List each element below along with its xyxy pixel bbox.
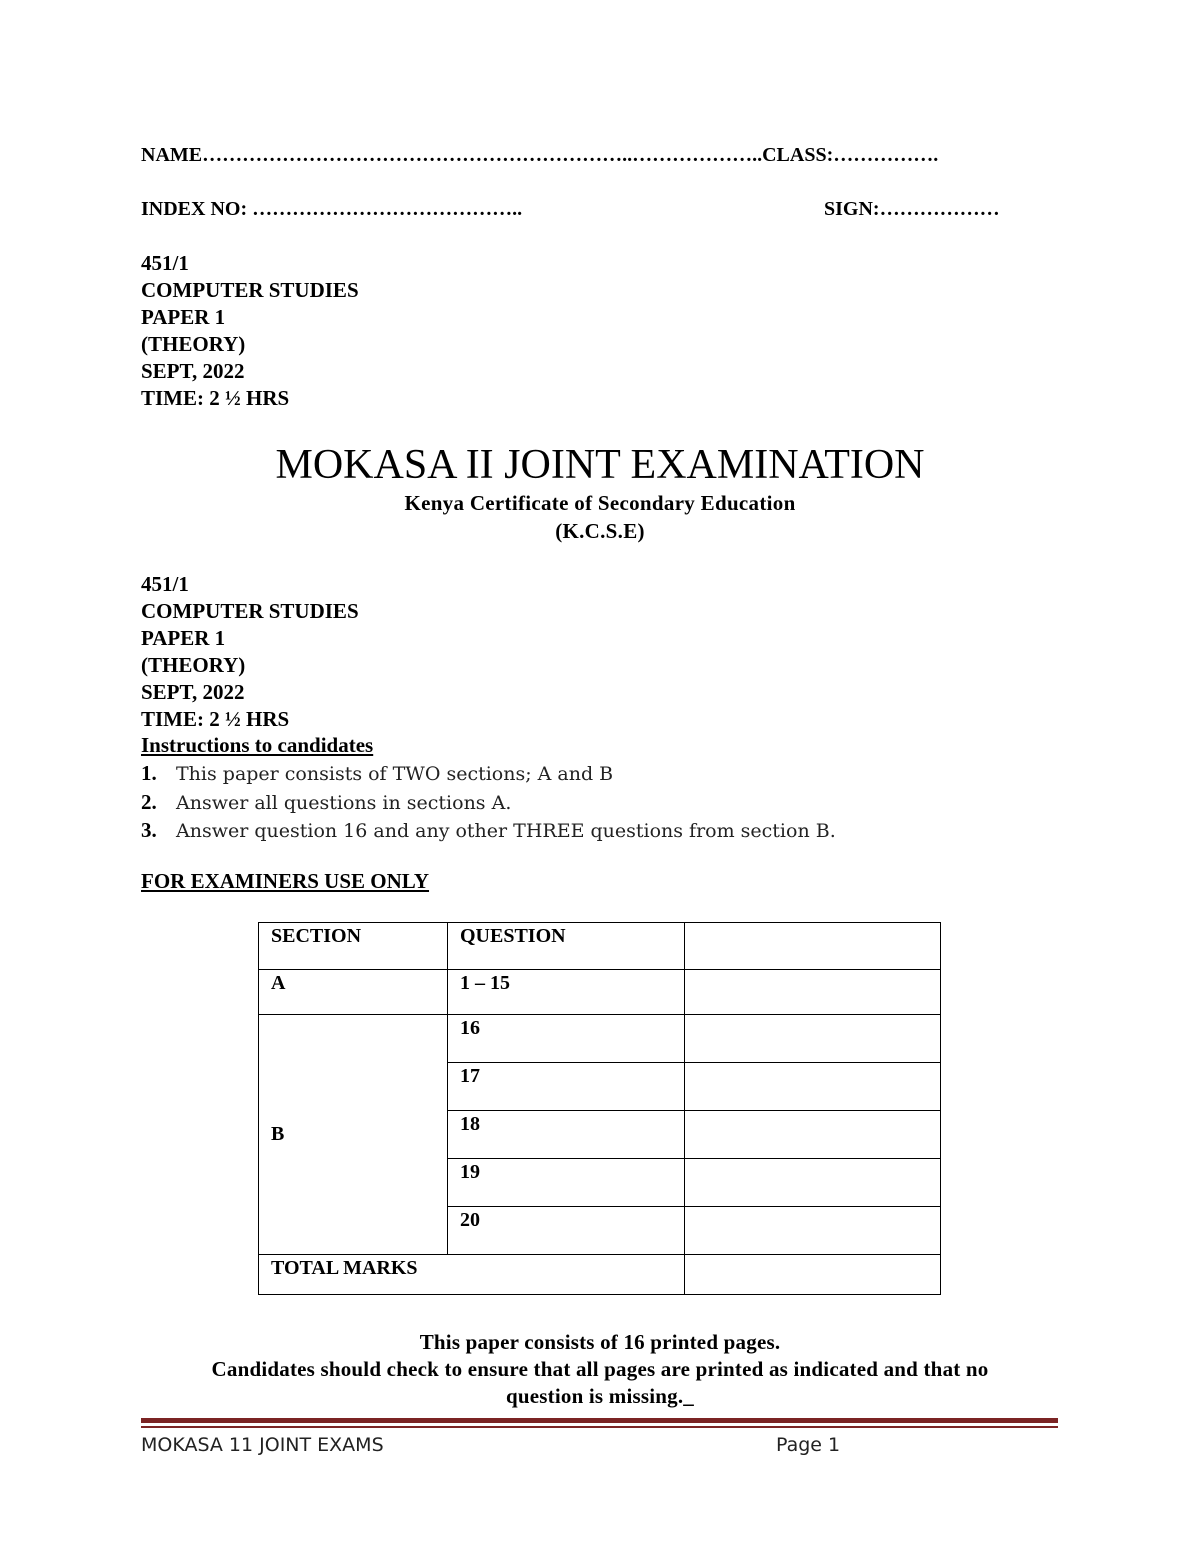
marks-cell[interactable] xyxy=(685,1063,941,1111)
paper-type: (THEORY) xyxy=(141,653,246,677)
question-cell: 18 xyxy=(448,1111,685,1159)
check-note-line1: Candidates should check to ensure that all pages are printed as indicated and that no xyxy=(211,1357,989,1381)
footer-page-number: Page 1 xyxy=(776,1434,841,1456)
paper-number: PAPER 1 xyxy=(141,626,226,650)
paper-code: 451/1 xyxy=(141,572,189,596)
table-row xyxy=(259,1255,941,1295)
list-item xyxy=(141,760,836,789)
examiners-heading: FOR EXAMINERS USE ONLY xyxy=(141,869,430,893)
question-cell: 17 xyxy=(448,1063,685,1111)
instruction-number: 1. xyxy=(141,761,157,785)
instructions-heading: Instructions to candidates xyxy=(141,733,374,757)
marks-table xyxy=(258,922,941,1295)
header-question: QUESTION xyxy=(448,923,685,970)
section-a-range-cell: 1 – 15 xyxy=(448,970,685,1015)
question-cell: 20 xyxy=(448,1207,685,1255)
total-marks-cell[interactable] xyxy=(685,1255,941,1295)
instruction-number: 2. xyxy=(141,789,157,814)
header-section: SECTION xyxy=(259,923,448,970)
question-cell: 16 xyxy=(448,1015,685,1063)
table-row xyxy=(259,1015,941,1063)
index-no-field[interactable]: INDEX NO: ………………………………….. xyxy=(141,198,523,220)
section-a-marks-cell[interactable] xyxy=(685,970,941,1015)
exam-subtitle-abbr: (K.C.S.E) xyxy=(555,519,645,543)
list-item xyxy=(141,817,836,846)
footer-exam-name: MOKASA 11 JOINT EXAMS xyxy=(141,1434,384,1456)
exam-title: MOKASA II JOINT EXAMINATION xyxy=(275,442,925,488)
paper-type: (THEORY) xyxy=(141,332,246,356)
subject-name: COMPUTER STUDIES xyxy=(141,278,359,302)
question-cell: 19 xyxy=(448,1159,685,1207)
exam-time: TIME: 2 ½ HRS xyxy=(141,707,290,731)
instruction-text: Answer question 16 and any other THREE questions from section B. xyxy=(176,820,836,842)
instruction-text: Answer all questions in sections A. xyxy=(176,791,512,814)
marks-cell[interactable] xyxy=(685,1015,941,1063)
name-class-field[interactable]: NAME………………………………………………………..………………..CLASS:……………. xyxy=(141,144,939,166)
paper-number: PAPER 1 xyxy=(141,305,226,329)
footer-rule-thin xyxy=(141,1426,1058,1428)
instruction-text: This paper consists of TWO sections; A and B xyxy=(176,763,614,785)
header-marks-cell xyxy=(685,923,941,970)
marks-cell[interactable] xyxy=(685,1111,941,1159)
marks-cell[interactable] xyxy=(685,1207,941,1255)
pages-note: This paper consists of 16 printed pages. xyxy=(419,1330,781,1354)
exam-date: SEPT, 2022 xyxy=(141,680,245,704)
total-marks-label: TOTAL MARKS xyxy=(259,1255,685,1295)
check-note-line2: question is missing._ xyxy=(505,1384,694,1408)
table-row xyxy=(259,923,941,970)
paper-info-bottom xyxy=(141,571,359,733)
paper-info-top xyxy=(141,250,359,412)
subject-name: COMPUTER STUDIES xyxy=(141,599,359,623)
marks-cell[interactable] xyxy=(685,1159,941,1207)
paper-code: 451/1 xyxy=(141,251,189,275)
name-class-line xyxy=(141,144,1051,167)
index-sign-line xyxy=(141,198,1051,221)
table-row xyxy=(259,970,941,1015)
instruction-number: 3. xyxy=(141,818,157,842)
footer-rule-thick xyxy=(141,1418,1058,1423)
list-item xyxy=(141,789,836,818)
section-b-cell: B xyxy=(259,1015,448,1255)
sign-field[interactable]: SIGN:……………… xyxy=(824,198,1000,220)
exam-subtitle: Kenya Certificate of Secondary Education xyxy=(404,491,796,515)
section-a-cell: A xyxy=(259,970,448,1015)
instructions-list xyxy=(141,760,836,846)
exam-time: TIME: 2 ½ HRS xyxy=(141,386,290,410)
exam-date: SEPT, 2022 xyxy=(141,359,245,383)
